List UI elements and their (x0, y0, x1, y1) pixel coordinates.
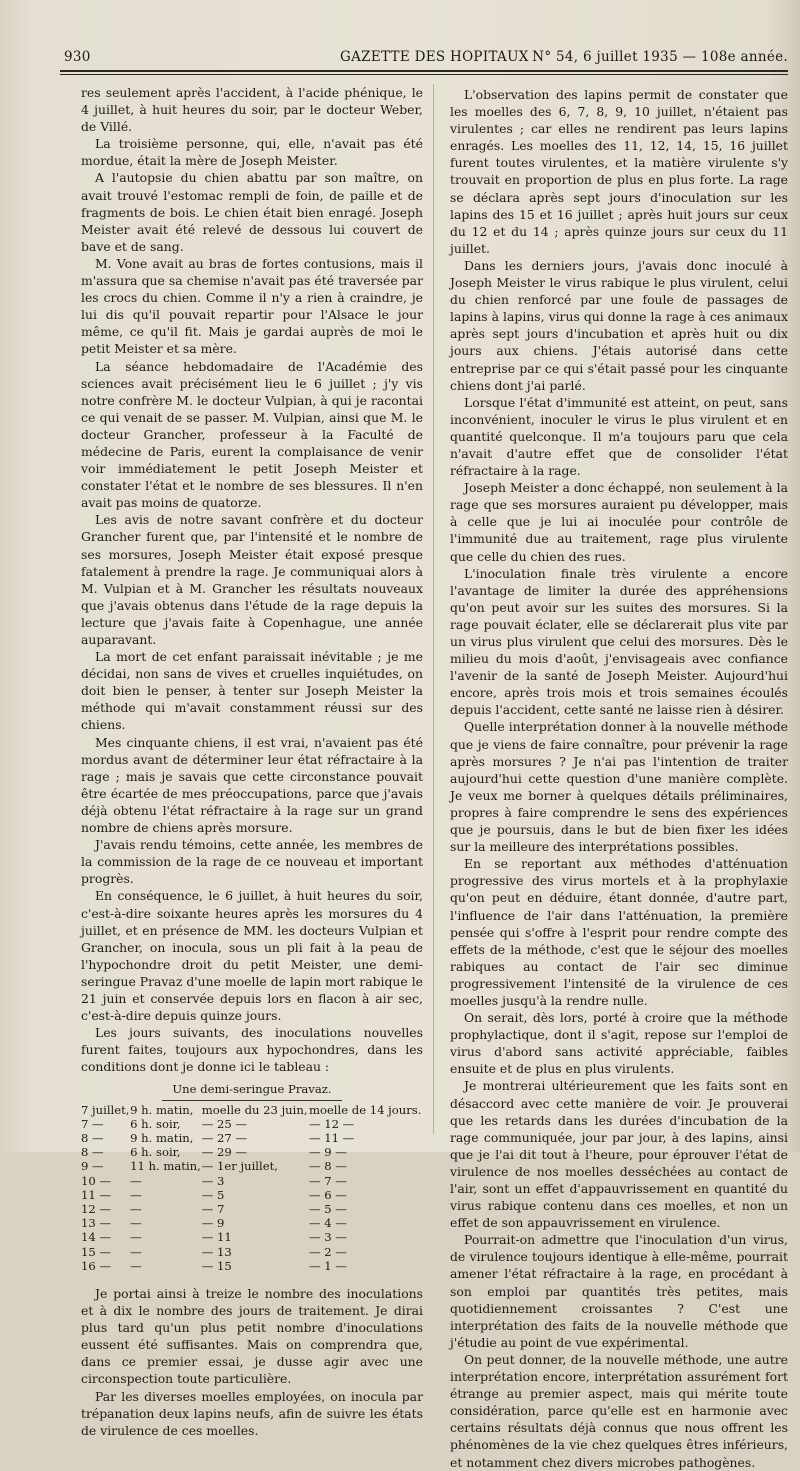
table-cell: 15 — (81, 1244, 112, 1259)
paragraph: On serait, dès lors, porté à croire que la méthode prophylactique, dont il s'agit, repose sur l'emploi de virus d'abord sans activité appréciable, faibles ensuite et de plus en plus virulents. (450, 1010, 788, 1077)
paragraph: Par les diverses moelles employées, on inocula par trépanation deux lapins neufs, afin de suivre les états de virulence de ces moelles. (81, 1388, 423, 1438)
paragraph: L'observation des lapins permit de constater que les moelles des 6, 7, 8, 9, 10 juillet, n'étaient pas virulentes ; car elles ne rendirent pas leurs lapins enragés. Les moelles des 11, 12, 14, 15, 16 juillet furent toutes virulentes, et la matière virulente s'y trouvait en proportion de plus en plus forte. La rage se déclara après sept jours d'inoculation sur les lapins des 15 et 16 juillet ; après huit jours sur ceux du 12 et du 14 ; après quinze jours sur ceux du 11 juillet. (450, 87, 788, 256)
paragraph: La mort de cet enfant paraissait inévitable ; je me décidai, non sans de vives et cruelles inquiétudes, on doit bien le penser, à tenter sur Joseph Meister la méthode qui m'avait constamment réussi sur des chiens. (81, 649, 423, 733)
table-cell: — 1 — (308, 1258, 347, 1273)
paragraph: M. Vone avait au bras de fortes contusions, mais il m'assura que sa chemise n'avait pas été traversée par les crocs du chien. Comme il n'y a rien à craindre, je lui dis qu'il pouvait repartir pour l'Alsace le jour même, ce qu'il fit. Mais je gardai auprès de moi le petit Meister et sa mère. (81, 255, 423, 357)
issue-info: N° 54, 6 juillet 1935 — 108e année. (532, 49, 788, 65)
table-cell: — (130, 1230, 142, 1245)
table-row (81, 1188, 423, 1202)
table-caption: Une demi-seringue Pravaz. (172, 1082, 332, 1097)
table-cell: 13 — (81, 1216, 112, 1231)
table-cell: — 6 — (308, 1187, 347, 1202)
table-row (81, 1159, 423, 1173)
table-cell: — 1er juillet, (201, 1159, 278, 1174)
table-cell: — (130, 1201, 142, 1216)
table-row (81, 1216, 423, 1230)
table-cell: 16 — (81, 1258, 112, 1273)
table-cell: — 3 (201, 1173, 225, 1188)
table-cell: 8 — (81, 1145, 104, 1160)
table-row (81, 1245, 423, 1259)
journal-title: GAZETTE DES HOPITAUX (340, 49, 529, 65)
table-cell: — 12 — (308, 1116, 355, 1131)
table-cell: — 7 (201, 1201, 225, 1216)
paragraph: J'avais rendu témoins, cette année, les membres de la commission de la rage de ce nouveau et important progrès. (81, 837, 423, 887)
header-rule-thin (60, 74, 788, 75)
right-column (450, 86, 788, 1471)
paragraph: Lorsque l'état d'immunité est atteint, on peut, sans inconvénient, inoculer le virus le plus virulent et en quantité quelconque. Il m'a toujours paru que cela n'avait d'autre effet que de consolider l'état réfractaire à la rage. (450, 394, 788, 479)
table-row (81, 1230, 423, 1244)
table-cell: — (130, 1216, 142, 1231)
paragraph: En conséquence, le 6 juillet, à huit heures du soir, c'est-à-dire soixante heures après les morsures du 4 juillet, et en présence de MM. les docteurs Vulpian et Grancher, on inocula, sous un pli fait à la peau de l'hypochondre droit du petit Meister, une demi-seringue Pravaz d'une moelle de lapin mort rabique le 21 juin et conservée depuis lors en flacon à air sec, c'est-à-dire depuis quinze jours. (81, 888, 423, 1024)
paragraph: Je portai ainsi à treize le nombre des inoculations et à dix le nombre des jours de traitement. Je dirai plus tard qu'un plus petit nombre d'inoculations eussent été suffisantes. Mais on comprendra que, dans ce premier essai, je dusse agir avec une circonspection toute particulière. (81, 1285, 423, 1387)
table-row (81, 1174, 423, 1188)
table-row (81, 1131, 423, 1145)
paragraph: Mes cinquante chiens, il est vrai, n'avaient pas été mordus avant de déterminer leur état réfractaire à la rage ; mais je savais que cette circonstance pouvait être écartée de mes préoccupations, parce que j'avais déjà obtenu l'état réfractaire à la rage sur un grand nombre de chiens après morsure. (81, 734, 423, 836)
paragraph: A l'autopsie du chien abattu par son maître, on avait trouvé l'estomac rempli de foin, de paille et de fragments de bois. Le chien était bien enragé. Joseph Meister avait été relevé de dessous lui couvert de bave et de sang. (81, 170, 423, 254)
table-cell: 11 h. matin, (130, 1159, 201, 1174)
table-cell: — 11 — (308, 1130, 355, 1145)
table-cell: — 15 (201, 1258, 232, 1273)
left-column (81, 84, 423, 1439)
paragraph: Je montrerai ultérieurement que les faits sont en désaccord avec cette manière de voir. Je prouverai que les retards dans les durées d'incubation de la rage communiquée, jour par jour, à des lapins, ainsi que je l'ai dit tout à l'heure, pour éprouver l'état de virulence de nos moelles desséchées au contact de l'air, sont un effet d'appauvrissement en quantité du virus rabique contenu dans ces moelles, et non un effet de son appauvrissement en virulence. (450, 1078, 788, 1231)
paragraph: La séance hebdomadaire de l'Académie des sciences avait précisément lieu le 6 juillet ; j'y vis notre confrère M. le docteur Vulpian, à qui je racontai ce qui venait de se passer. M. Vulpian, ainsi que M. le docteur Grancher, professeur à la Faculté de médecine de Paris, eurent la complaisance de venir voir immédiatement le petit Joseph Meister et constater l'état et le nombre de ses blessures. Il n'en avait pas moins de quatorze. (81, 358, 423, 511)
header-rule (60, 70, 788, 72)
table-cell: — 9 — (308, 1145, 347, 1160)
table-row (81, 1202, 423, 1216)
table-cell: 6 h. soir, (130, 1116, 181, 1131)
table-cell: — (130, 1244, 142, 1259)
table-row (81, 1259, 423, 1273)
table-cell: 7 juillet, (81, 1102, 130, 1117)
table-cell: — 27 — (201, 1130, 248, 1145)
column-divider (433, 84, 434, 1134)
paragraph: Les avis de notre savant confrère et du docteur Grancher furent que, par l'intensité et le nombre de ses morsures, Joseph Meister était exposé presque fatalement à prendre la rage. Je communiquai alors à M. Vulpian et à M. Grancher les résultats nouveaux que j'avais obtenus dans l'étude de la rage depuis la lecture que j'avais faite à Copenhague, une année auparavant. (81, 512, 423, 647)
table-cell: — (130, 1187, 142, 1202)
table-cell: — 8 — (308, 1159, 347, 1174)
table-cell: — 25 — (201, 1116, 248, 1131)
table-cell: — (130, 1173, 142, 1188)
table-cell: — 11 (201, 1230, 232, 1245)
table-cell: moelle du 23 juin, (201, 1102, 308, 1117)
table-cell: moelle de 14 jours. (308, 1102, 422, 1117)
table-cell: 9 — (81, 1159, 104, 1174)
paragraph: En se reportant aux méthodes d'atténuation progressive des virus mortels et à la prophylaxie qu'on peut en déduire, étant donnée, d'autre part, l'influence de l'air dans l'atténuation, la première pensée qui s'offre à l'esprit pour rendre compte des effets de la méthode, c'est que le séjour des moelles rabiques au contact de l'air sec diminue progressivement l'intensité de la virulence de ces moelles jusqu'à la rendre nulle. (450, 856, 788, 1008)
table-cell: 14 — (81, 1230, 112, 1245)
table-cell: 11 — (81, 1187, 112, 1202)
table-cell: — 29 — (201, 1145, 248, 1160)
page-number: 930 (64, 49, 91, 65)
table-cell: — 4 — (308, 1216, 347, 1231)
table-cell: 6 h. soir, (130, 1145, 181, 1160)
table-cell: 9 h. matin, (130, 1130, 194, 1145)
paragraph: La troisième personne, qui, elle, n'avait pas été mordue, était la mère de Joseph Meister. (81, 136, 423, 169)
paragraph: L'inoculation finale très virulente a encore l'avantage de limiter la durée des appréhensions qu'on peut avoir sur les suites des morsures. Si la rage pouvait éclater, elle se déclarerait plus vite par un virus plus virulent que celui des morsures. Dès le milieu du mois d'août, j'envisageais avec confiance l'avenir de la santé de Joseph Meister. Aujourd'hui encore, après trois mois et trois semaines écoulés depuis l'accident, cette santé ne laisse rien à désirer. (450, 565, 788, 718)
paragraph: Pourrait-on admettre que l'inoculation d'un virus, de virulence toujours identique à elle-même, pourrait amener l'état réfractaire à la rage, en procédant à son emploi par quantités très petites, mais quotidiennement croissantes ? C'est une interprétation des faits de la nouvelle méthode que j'étudie au point de vue expérimental. (450, 1232, 788, 1350)
paragraph: Les jours suivants, des inoculations nouvelles furent faites, toujours aux hypochondres, dans les conditions dont je donne ici le tableau : (81, 1025, 423, 1075)
table-cell: — 7 — (308, 1173, 347, 1188)
table-row (81, 1103, 423, 1117)
table-row (81, 1145, 423, 1159)
inoculation-table (81, 1103, 423, 1273)
table-cell: — 3 — (308, 1230, 347, 1245)
table-cell: — 5 (201, 1187, 225, 1202)
paragraph: Quelle interprétation donner à la nouvelle méthode que je viens de faire connaître, pour prévenir la rage après morsures ? Je n'ai pas l'intention de traiter aujourd'hui cette question d'une manière complète. Je veux me borner à quelques détails préliminaires, propres à faire comprendre le sens des expériences que je poursuis, dans le but de bien fixer les idées sur la meilleure des interprétations possibles. (450, 719, 788, 855)
table-cell: — 9 (201, 1216, 225, 1231)
paragraph: Dans les derniers jours, j'avais donc inoculé à Joseph Meister le virus rabique le plus virulent, celui du chien renforcé par une foule de passages de lapins à lapins, virus qui donne la rage à ces animaux après sept jours d'incubation et après huit ou dix jours aux chiens. J'étais autorisé dans cette entreprise par ce qui s'était passé pour les cinquante chiens dont j'ai parlé. (450, 257, 788, 393)
table-cell: — 2 — (308, 1244, 347, 1259)
table-cell: 10 — (81, 1173, 112, 1188)
table-cell: 9 h. matin, (130, 1102, 194, 1117)
page-header (60, 49, 788, 71)
table-cell: — 13 (201, 1244, 232, 1259)
table-rule (162, 1100, 342, 1101)
paragraph: res seulement après l'accident, à l'acide phénique, le 4 juillet, à huit heures du soir, par le docteur Weber, de Villé. (81, 85, 423, 135)
table-cell: 12 — (81, 1201, 112, 1216)
table-row (81, 1117, 423, 1131)
table-cell: 8 — (81, 1130, 104, 1145)
table-cell: 7 — (81, 1116, 104, 1131)
paragraph: On peut donner, de la nouvelle méthode, une autre interprétation encore, interprétation assurément fort étrange au premier aspect, mais qui mérite toute considération, parce qu'elle est en harmonie avec certains résultats déjà connus que nous offrent les phénomènes de la vie chez quelques êtres inférieurs, et notamment chez divers microbes pathogènes. (450, 1351, 788, 1470)
table-cell: — (130, 1258, 142, 1273)
paragraph: Joseph Meister a donc échappé, non seulement à la rage que ses morsures auraient pu développer, mais à celle que je lui ai inoculée pour contrôle de l'immunité due au traitement, rage plus virulente que celle du chien des rues. (450, 480, 788, 564)
table-cell: — 5 — (308, 1201, 347, 1216)
